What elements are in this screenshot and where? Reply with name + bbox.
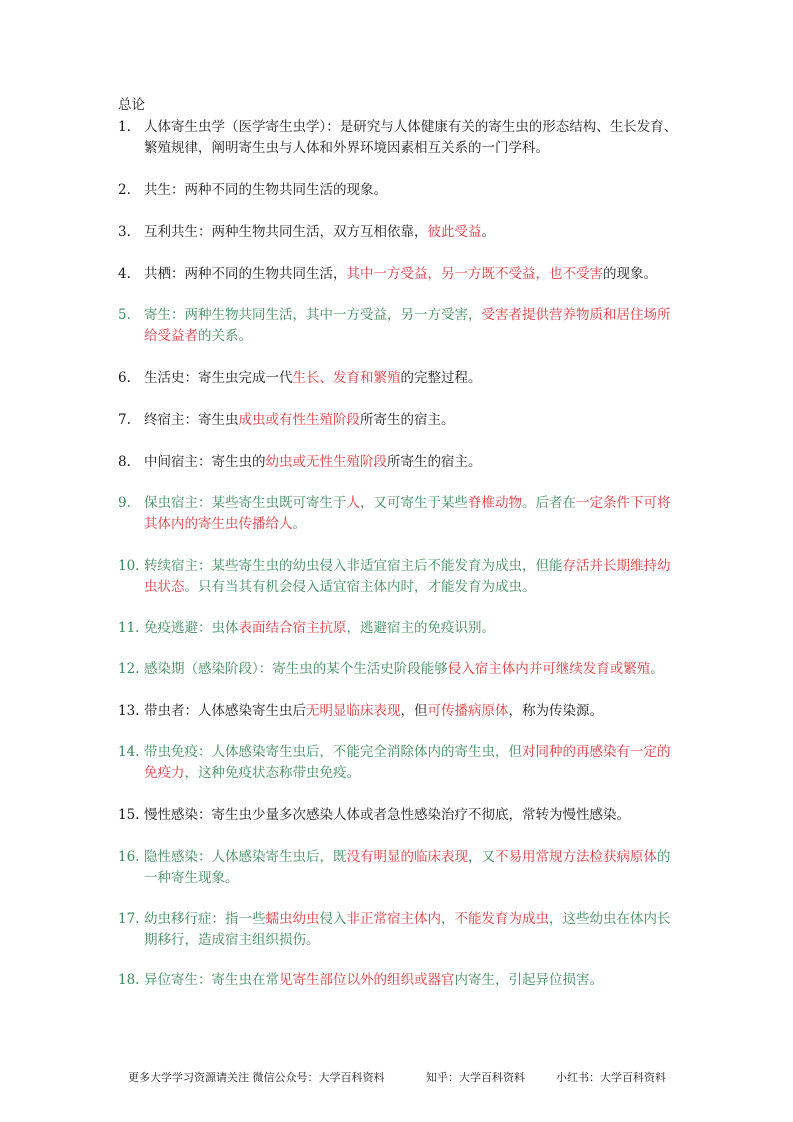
item-text-segment: 。 (481, 224, 495, 240)
item-text-segment: 所寄生的宿主。 (387, 454, 482, 470)
item-text (144, 701, 678, 722)
item-text-segment: 生活史：寄生虫完成一代 (144, 370, 293, 386)
item-text-segment: ，这些幼虫在体内长期移行，造成宿主组织损伤。 (144, 911, 671, 948)
item-number: 1. (118, 119, 131, 135)
highlighted-text: 其中一方受益，另一方既不受益，也不受害 (346, 266, 603, 282)
list-item (118, 556, 678, 598)
item-number: 12. (118, 661, 140, 677)
item-text-segment: ，称为传染源。 (508, 703, 603, 719)
highlighted-text: 无明显临床表现 (306, 703, 401, 719)
item-text-segment: ，逃避宿主的免疫识别。 (346, 620, 495, 636)
item-text (144, 180, 678, 201)
list-item (118, 742, 678, 784)
item-text-segment: 侵入 (319, 911, 347, 927)
item-text-segment: ， (441, 911, 455, 927)
highlighted-text: 对同种的再感染有一定的免疫力 (144, 744, 671, 781)
list-item (118, 368, 678, 389)
item-text (144, 556, 678, 598)
item-text (144, 305, 678, 347)
item-number: 14. (118, 744, 140, 760)
item-text-segment: 互利共生：两种生物共同生活，双方互相依靠， (144, 224, 428, 240)
item-number: 8. (118, 454, 131, 470)
item-number: 4. (118, 266, 131, 282)
item-number: 7. (118, 412, 131, 428)
list-item (118, 410, 678, 431)
highlighted-text: 蠕虫幼虫 (265, 911, 320, 927)
item-text (144, 368, 678, 389)
highlighted-text: 没有明显的临床表现 (346, 849, 468, 865)
highlighted-text: 见寄生部位以外的组织或器官 (279, 972, 455, 988)
item-text-segment: 保虫宿主：某些寄生虫既可寄生于 (144, 495, 347, 511)
list-item (118, 847, 678, 889)
footer-zhihu: 知乎：大学百科资料 (426, 1071, 525, 1084)
item-text-segment: ，但 (400, 703, 428, 719)
list-item (118, 970, 678, 991)
item-number: 13. (118, 703, 140, 719)
item-text (144, 452, 678, 473)
item-text-segment: 终宿主：寄生虫 (144, 412, 239, 428)
item-text-segment: 人体寄生虫学（医学寄生虫学）：是研究与人体健康有关的寄生虫的形态结构、生长发育、繁殖规律，阐明寄生虫与人体和外界环境因素相互关系的一门学科。 (144, 119, 678, 156)
item-text-segment: 隐性感染：人体感染寄生虫后，既 (144, 849, 347, 865)
item-text-segment: 带虫免疫：人体感染寄生虫后，不能完全消除体内的寄生虫，但 (144, 744, 522, 760)
list-item (118, 909, 678, 951)
item-number: 17. (118, 911, 140, 927)
item-text-segment: 免疫逃避：虫体 (144, 620, 239, 636)
list-item (118, 264, 678, 285)
item-text-segment: 内寄生，引起异位损害。 (454, 972, 603, 988)
list-item (118, 805, 678, 826)
footer (128, 1071, 666, 1085)
highlighted-text: 可传播病原体 (427, 703, 509, 719)
item-text-segment: 的现象。 (603, 266, 657, 282)
item-text (144, 805, 678, 826)
list-item (118, 701, 678, 722)
highlighted-text: 非正常宿主体内 (346, 911, 441, 927)
item-number: 9. (118, 495, 131, 511)
item-text-segment: 。只有当其有机会侵入适宜宿主体内时，才能发育为成虫。 (184, 579, 536, 595)
item-text-segment: 转续宿主：某些寄生虫的幼虫侵入非适宜宿主后不能发育为成虫，但能 (144, 558, 563, 574)
item-text-segment: 的一种寄生现象。 (144, 849, 671, 886)
item-number: 10. (118, 558, 140, 574)
highlighted-text: 幼虫或无性生殖阶段 (265, 454, 387, 470)
list-item (118, 659, 678, 680)
list-item (118, 493, 678, 535)
item-text-segment: 的完整过程。 (400, 370, 482, 386)
list-item (118, 618, 678, 639)
item-text-segment: 慢性感染：寄生虫少量多次感染人体或者急性感染治疗不彻底，常转为慢性感染。 (144, 807, 630, 823)
item-text-segment: 异位寄生：寄生虫在常 (144, 972, 279, 988)
footer-xiaohongshu: 小红书：大学百科资料 (556, 1071, 666, 1084)
list-item (118, 180, 678, 201)
item-text (144, 117, 678, 159)
highlighted-text: 侵入宿主体内并可继续发育或繁殖 (447, 661, 651, 677)
item-text-segment: 。后者在 (522, 495, 576, 511)
item-text-segment: 中间宿主：寄生虫的 (144, 454, 266, 470)
list-item (118, 452, 678, 473)
item-text (144, 659, 678, 680)
item-text-segment: ，这种免疫状态称带虫免疫。 (184, 765, 360, 781)
list-item (118, 305, 678, 347)
footer-wechat: 更多大学学习资源请关注 微信公众号：大学百科资料 (128, 1071, 385, 1084)
highlighted-text: 人 (346, 495, 360, 511)
list-item (118, 117, 678, 159)
item-text (144, 970, 678, 991)
section-title: 总论 (118, 97, 145, 113)
highlighted-text: 脊椎动物 (468, 495, 522, 511)
item-text-segment: 幼虫移行症：指一些 (144, 911, 266, 927)
item-number: 16. (118, 849, 140, 865)
item-text-segment: ，又可寄生于某些 (360, 495, 468, 511)
item-text-segment: 。 (650, 661, 664, 677)
item-number: 15. (118, 807, 140, 823)
item-text-segment: 感染期（感染阶段）：寄生虫的某个生活史阶段能够 (144, 661, 448, 677)
item-text-segment: 共生：两种不同的生物共同生活的现象。 (144, 182, 387, 198)
highlighted-text: 存活并长期维持幼虫状态 (144, 558, 671, 595)
item-text-segment: 。 (292, 516, 306, 532)
highlighted-text: 不能发育为成虫 (454, 911, 549, 927)
item-text (144, 909, 678, 951)
highlighted-text: 不易用常规方法检获病原体 (495, 849, 657, 865)
item-text (144, 493, 678, 535)
item-number: 6. (118, 370, 131, 386)
item-text (144, 410, 678, 431)
highlighted-text: 一定条件下可将其体内的寄生虫传播给人 (144, 495, 671, 532)
item-text (144, 618, 678, 639)
item-text-segment: 共栖：两种不同的生物共同生活， (144, 266, 347, 282)
item-number: 11. (118, 620, 140, 636)
item-text-segment: 寄生：两种生物共同生活，其中一方受益，另一方受害， (144, 307, 482, 323)
item-text-segment: 所寄生的宿主。 (360, 412, 455, 428)
item-text-segment: ，又 (468, 849, 495, 865)
highlighted-text: 表面结合宿主抗原 (238, 620, 347, 636)
item-text (144, 222, 678, 243)
item-text (144, 847, 678, 889)
item-number: 5. (118, 307, 131, 323)
item-text (144, 742, 678, 784)
item-text (144, 264, 678, 285)
highlighted-text: 受害者提供营养物质和居住场所给受益者 (144, 307, 671, 344)
item-text-segment: 带虫者：人体感染寄生虫后 (144, 703, 306, 719)
item-number: 3. (118, 224, 131, 240)
highlighted-text: 彼此受益 (427, 224, 482, 240)
highlighted-text: 生长、发育和繁殖 (292, 370, 401, 386)
item-text-segment: 的关系。 (198, 328, 252, 344)
highlighted-text: 成虫或有性生殖阶段 (238, 412, 360, 428)
item-number: 2. (118, 182, 131, 198)
list-item (118, 222, 678, 243)
item-number: 18. (118, 972, 140, 988)
